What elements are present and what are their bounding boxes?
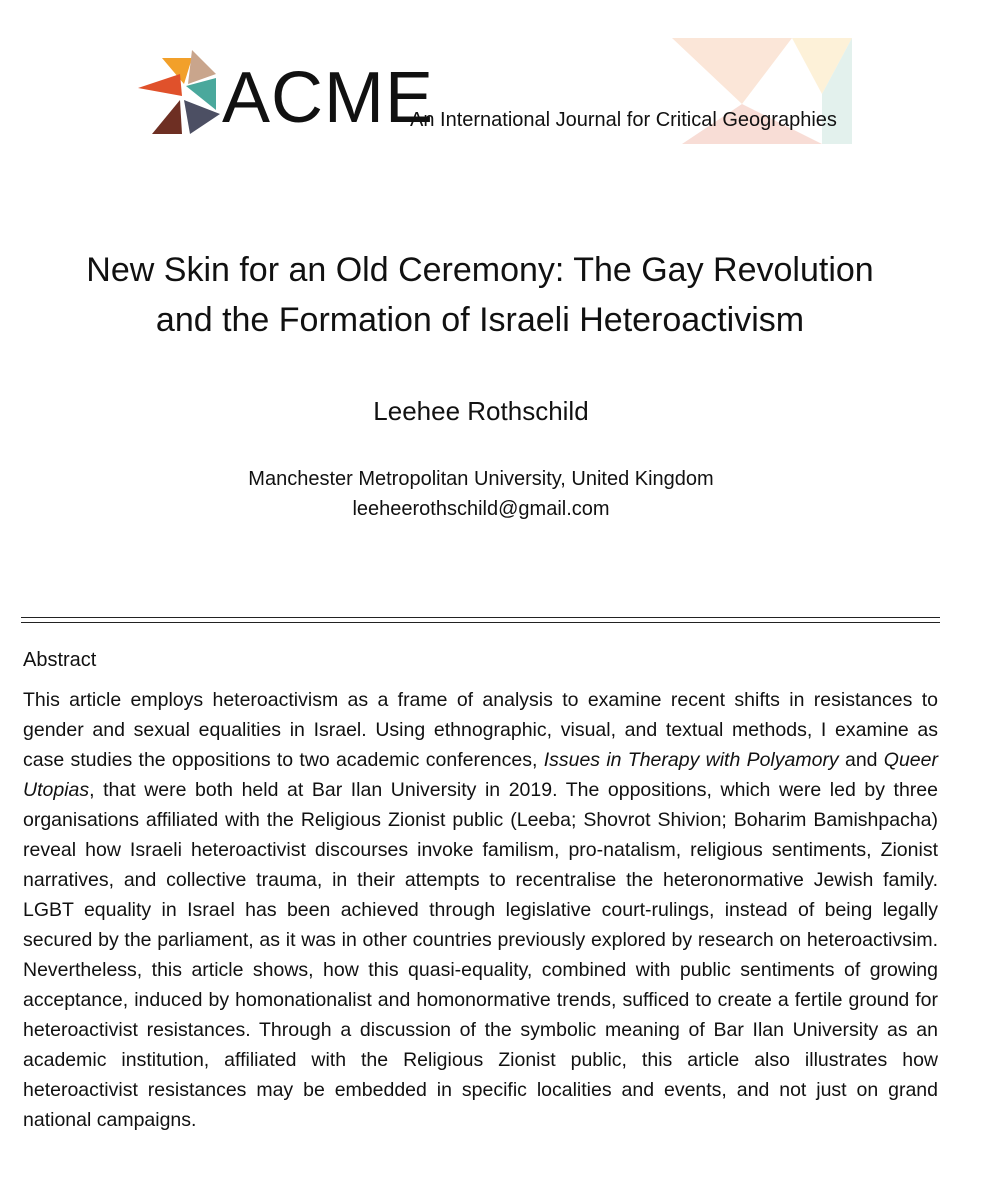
acme-logo-icon: [136, 44, 228, 136]
journal-name: An International Journal for Critical Geographies: [410, 109, 837, 131]
logo-piece-brown: [152, 100, 182, 134]
author-affiliation-block: [0, 464, 962, 524]
logo-piece-tan: [188, 50, 216, 84]
abstract-text: [23, 685, 938, 1135]
abstract-italic-conference-1: Issues in Therapy with Polyamory: [543, 749, 839, 771]
decor-peach: [672, 38, 792, 104]
abstract-part-3: , that were both held at Bar Ilan University in 2019. The oppositions, which were led by three organisations affiliated with the Religious Zionist public (Leeba; Shovrot Shivion; Boharim Bamishpacha) reveal how Israeli heteroactivist discourses invoke familism, pro-natalism, religious sentiments, Zionist narratives, and collective trauma, in their attempts to recentralise the heteronormative Jewish family. LGBT equality in Israel has been achieved through legislative court-rulings, instead of being legally secured by the parliament, as it was in other countries previously explored by research on heteroactivsim. Nevertheless, this article shows, how this quasi-equality, combined with public sentiments of growing acceptance, induced by homonationalist and homonormative trends, sufficed to create a fertile ground for heteroactivist resistances. Through a discussion of the symbolic meaning of Bar Ilan University as an academic institution, affiliated with the Religious Zionist public, this article also illustrates how heteroactivist resistances may be embedded in specific localities and events, and not just on grand national campaigns.: [23, 779, 938, 1131]
section-divider-top: [21, 617, 940, 618]
author-email: leeheerothschild@gmail.com: [352, 498, 610, 520]
abstract-italic-conference-2: Queer Utopias: [23, 749, 938, 801]
acme-logo-text: ACME: [222, 58, 435, 138]
journal-header: [0, 0, 982, 160]
article-title: [0, 245, 960, 345]
article-title-line-2: and the Formation of Israeli Heteroactivism: [155, 301, 805, 339]
author-name: Leehee Rothschild: [373, 396, 589, 426]
affiliation: Manchester Metropolitan University, United Kingdom: [248, 468, 714, 490]
section-divider-bottom: [21, 622, 940, 623]
article-title-line-1: New Skin for an Old Ceremony: The Gay Revolution: [86, 251, 874, 289]
abstract-part-2: and: [838, 749, 884, 771]
abstract-heading: Abstract: [23, 649, 97, 671]
abstract-part-1: This article employs heteroactivism as a frame of analysis to examine recent shifts in resistances to gender and sexual equalities in Israel. Using ethnographic, visual, and textual methods, I examine as case studies the oppositions to two academic conferences,: [23, 689, 938, 771]
logo-piece-red: [138, 74, 182, 96]
